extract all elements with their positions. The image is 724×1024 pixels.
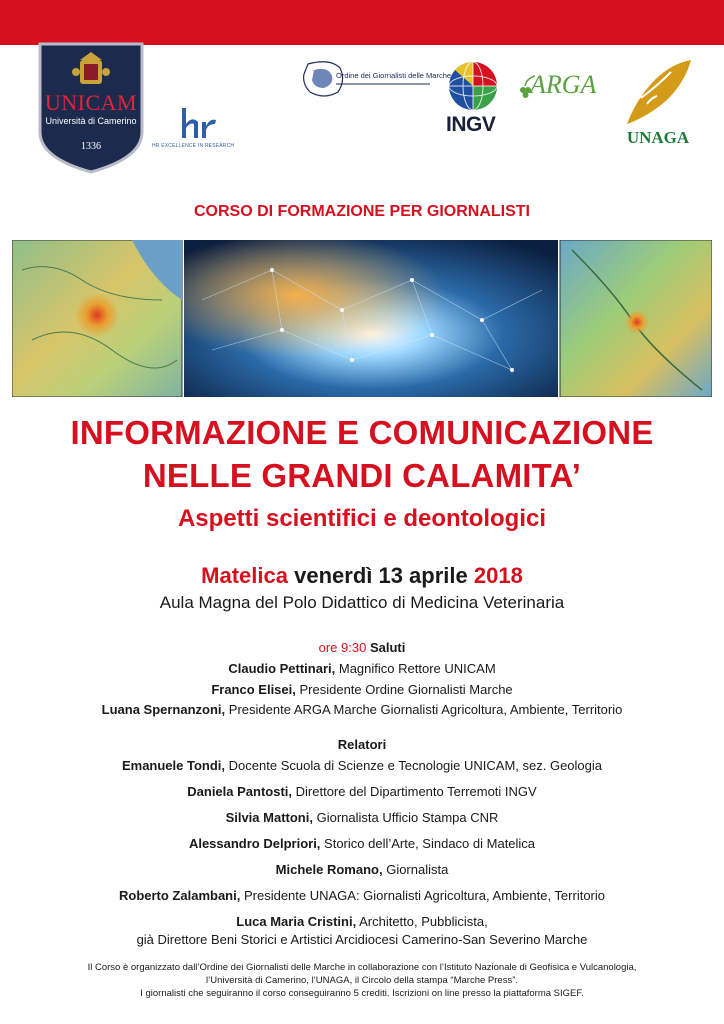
event-venue: Aula Magna del Polo Didattico di Medicina Veterinaria xyxy=(159,593,565,612)
person-role: Architetto, Pubblicista, xyxy=(359,914,488,929)
ingv-globe-icon xyxy=(447,60,499,112)
ingv-label: INGV xyxy=(446,113,496,136)
event-dateline xyxy=(0,563,724,589)
seismic-map-right xyxy=(560,240,712,397)
saluti-time: ore 9:30 xyxy=(318,640,367,655)
person-name: Claudio Pettinari, xyxy=(228,661,336,676)
relatore-person xyxy=(0,758,724,773)
person-name: Luana Spernanzoni, xyxy=(101,702,226,717)
course-title: CORSO DI FORMAZIONE PER GIORNALISTI xyxy=(193,203,530,220)
footer-line-3: I giornalisti che seguiranno il corso conseguiranno 5 crediti. Iscrizioni on line presso la piattaforma SIGEF. xyxy=(140,988,584,999)
saluti-person xyxy=(0,682,724,697)
top-red-band xyxy=(0,0,724,45)
saluti-label: Saluti xyxy=(369,640,406,655)
person-name: Michele Romano, xyxy=(275,862,383,877)
saluti-person xyxy=(0,661,724,676)
person-name: Silvia Mattoni, xyxy=(225,810,313,825)
event-year: 2018 xyxy=(473,563,523,588)
person-role: Giornalista Ufficio Stampa CNR xyxy=(316,810,499,825)
image-strip xyxy=(12,240,712,397)
subtitle: Aspetti scientifici e deontologici xyxy=(177,505,547,532)
unicam-name: UNICAM xyxy=(44,90,138,115)
relatore-person xyxy=(0,784,724,799)
network-globe-image xyxy=(184,240,558,397)
main-title-line2: NELLE GRANDI CALAMITA’ xyxy=(142,457,582,494)
saluti-person xyxy=(0,702,724,717)
person-role: Magnifico Rettore UNICAM xyxy=(338,661,496,676)
seismic-map-left xyxy=(12,240,182,397)
unaga-pen-nib-icon xyxy=(621,58,693,130)
arga-label: ARGA xyxy=(530,70,597,99)
person-role: Presidente UNAGA: Giornalisti Agricoltura, Ambiente, Territorio xyxy=(243,888,605,903)
person-role: Giornalista xyxy=(386,862,449,877)
footer-line-1: Il Corso è organizzato dall’Ordine dei Giornalisti delle Marche in collaborazione con l’Istituto Nazionale di Geofisica e Vulcanologia, xyxy=(87,962,637,973)
unicam-year: 1336 xyxy=(81,141,101,152)
person-name: Roberto Zalambani, xyxy=(118,888,241,903)
unicam-subtitle: Università di Camerino xyxy=(45,116,137,126)
person-role: Direttore del Dipartimento Terremoti INGV xyxy=(295,784,537,799)
person-name: Franco Elisei, xyxy=(211,682,296,697)
relatori-label: Relatori xyxy=(337,737,387,752)
relatore-person xyxy=(0,862,724,877)
person-name: Luca Maria Cristini, xyxy=(236,914,357,929)
event-city: Matelica xyxy=(201,563,288,588)
person-role: Presidente Ordine Giornalisti Marche xyxy=(299,682,513,697)
person-name: Daniela Pantosti, xyxy=(187,784,293,799)
saluti-heading xyxy=(0,640,724,655)
unaga-label: UNAGA xyxy=(626,128,690,147)
odg-label: Ordine dei Giornalisti delle Marche xyxy=(336,71,452,80)
relatore-person xyxy=(0,836,724,851)
relatore-person xyxy=(0,888,724,903)
footer-line-2: l’Università di Camerino, l’UNAGA, il Circolo della stampa “Marche Press”. xyxy=(205,975,518,986)
main-title-line1: INFORMAZIONE E COMUNICAZIONE xyxy=(70,414,654,451)
hr-caption: HR EXCELLENCE IN RESEARCH xyxy=(152,143,235,149)
event-date: venerdì 13 aprile xyxy=(294,563,468,588)
relatore-person xyxy=(0,810,724,825)
relatore-extra-line: già Direttore Beni Storici e Artistici Arcidiocesi Camerino-San Severino Marche xyxy=(136,932,588,947)
person-role: Presidente ARGA Marche Giornalisti Agricoltura, Ambiente, Territorio xyxy=(228,702,623,717)
relatore-person xyxy=(0,914,724,929)
person-role: Storico dell’Arte, Sindaco di Matelica xyxy=(324,836,536,851)
relatori-heading xyxy=(0,737,724,752)
person-name: Emanuele Tondi, xyxy=(121,758,226,773)
person-name: Alessandro Delpriori, xyxy=(188,836,321,851)
person-role: Docente Scuola di Scienze e Tecnologie UNICAM, sez. Geologia xyxy=(228,758,603,773)
